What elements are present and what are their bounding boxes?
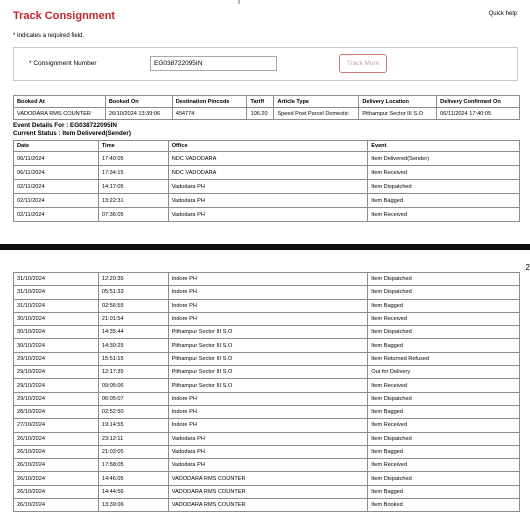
office-cell: Indore PH xyxy=(168,392,368,405)
table-row xyxy=(14,152,520,166)
event-cell: Item Bagged xyxy=(368,194,520,208)
date-cell: 02/11/2024 xyxy=(14,180,99,194)
booked-at-header: Booked At xyxy=(14,96,106,108)
event-cell: Item Received xyxy=(368,459,520,472)
event-cell: Item Dispatched xyxy=(368,180,520,194)
date-header: Date xyxy=(14,141,99,152)
date-cell: 29/10/2024 xyxy=(14,352,99,365)
required-field-note: * Indicates a required field. xyxy=(13,33,85,39)
table-row xyxy=(14,392,520,405)
booked-on-cell: 26/10/2024 13:39:06 xyxy=(105,108,172,120)
time-cell: 07:36:05 xyxy=(98,208,168,222)
quick-help-link[interactable]: Quick help xyxy=(488,11,517,17)
office-cell: VADODARA RMS COUNTER xyxy=(168,472,368,485)
event-cell: Out for Delivery xyxy=(368,366,520,379)
table-row xyxy=(14,273,520,286)
office-cell: Pithampur Sector III S.O xyxy=(168,366,368,379)
office-cell: NDC VADODARA xyxy=(168,166,368,180)
time-cell: 09:05:06 xyxy=(98,379,168,392)
table-row xyxy=(14,208,520,222)
date-cell: 26/10/2024 xyxy=(14,432,99,445)
time-cell: 23:12:11 xyxy=(98,432,168,445)
time-cell: 13:22:31 xyxy=(98,194,168,208)
event-table-page2 xyxy=(13,272,520,512)
office-cell: Indore PH xyxy=(168,299,368,312)
time-cell: 12:17:35 xyxy=(98,366,168,379)
date-cell: 31/10/2024 xyxy=(14,273,99,286)
office-cell: Pithampur Sector III S.O xyxy=(168,352,368,365)
event-cell: Item Bagged xyxy=(368,339,520,352)
office-cell: Vadodara PH xyxy=(168,445,368,458)
table-row xyxy=(14,445,520,458)
office-header: Office xyxy=(168,141,368,152)
time-cell: 14:46:05 xyxy=(98,472,168,485)
date-cell: 26/10/2024 xyxy=(14,485,99,498)
table-row xyxy=(14,326,520,339)
time-cell: 12:20:35 xyxy=(98,273,168,286)
date-cell: 06/11/2024 xyxy=(14,166,99,180)
event-cell: Item Returned Refused xyxy=(368,352,520,365)
delivery-location-header: Delivery Location xyxy=(359,96,437,108)
time-cell: 05:51:33 xyxy=(98,286,168,299)
event-cell: Item Received xyxy=(368,312,520,325)
event-cell: Item Dispatched xyxy=(368,392,520,405)
tariff-header: Tariff xyxy=(247,96,274,108)
track-more-button[interactable]: Track More xyxy=(339,54,387,73)
office-cell: Indore PH xyxy=(168,405,368,418)
table-row xyxy=(14,108,520,120)
time-cell: 17:58:05 xyxy=(98,459,168,472)
event-cell: Item Bagged xyxy=(368,445,520,458)
date-cell: 30/10/2024 xyxy=(14,312,99,325)
date-cell: 31/10/2024 xyxy=(14,286,99,299)
table-row xyxy=(14,405,520,418)
time-cell: 06:05:07 xyxy=(98,392,168,405)
table-row xyxy=(14,499,520,512)
top-edge-mark xyxy=(238,0,240,4)
table-row xyxy=(14,299,520,312)
article-type-cell: Speed Post Parcel Domestic xyxy=(274,108,359,120)
date-cell: 29/10/2024 xyxy=(14,379,99,392)
table-row xyxy=(14,459,520,472)
table-row xyxy=(14,366,520,379)
office-cell: Indore PH xyxy=(168,273,368,286)
date-cell: 31/10/2024 xyxy=(14,299,99,312)
table-row xyxy=(14,485,520,498)
table-row xyxy=(14,379,520,392)
event-details-heading xyxy=(13,122,131,138)
time-cell: 21:01:54 xyxy=(98,312,168,325)
office-cell: Vadodara PH xyxy=(168,208,368,222)
date-cell: 26/10/2024 xyxy=(14,445,99,458)
event-cell: Item Dispatched xyxy=(368,326,520,339)
event-cell: Item Received xyxy=(368,379,520,392)
event-cell: Item Booked xyxy=(368,499,520,512)
office-cell: VADODARA RMS COUNTER xyxy=(168,499,368,512)
office-cell: Indore PH xyxy=(168,312,368,325)
event-cell: Item Bagged xyxy=(368,485,520,498)
event-table-page1 xyxy=(13,140,520,222)
time-cell: 14:30:25 xyxy=(98,339,168,352)
table-header-row xyxy=(14,96,520,108)
date-cell: 28/10/2024 xyxy=(14,405,99,418)
time-cell: 17:34:15 xyxy=(98,166,168,180)
event-cell: Item Dispatched xyxy=(368,286,520,299)
table-row xyxy=(14,419,520,432)
table-row xyxy=(14,166,520,180)
event-details-for: Event Details For : EG038722095IN xyxy=(13,122,117,129)
office-cell: Pithampur Sector III S.O xyxy=(168,339,368,352)
time-cell: 14:35:44 xyxy=(98,326,168,339)
event-cell: Item Received xyxy=(368,419,520,432)
time-cell: 21:03:05 xyxy=(98,445,168,458)
table-header-row xyxy=(14,141,520,152)
table-row xyxy=(14,286,520,299)
date-cell: 29/10/2024 xyxy=(14,366,99,379)
table-row xyxy=(14,312,520,325)
event-cell: Item Dispatched xyxy=(368,432,520,445)
office-cell: NDC VADODARA xyxy=(168,152,368,166)
time-cell: 14:44:56 xyxy=(98,485,168,498)
office-cell: Pithampur Sector III S.O xyxy=(168,379,368,392)
event-header: Event xyxy=(368,141,520,152)
office-cell: Indore PH xyxy=(168,419,368,432)
date-cell: 06/11/2024 xyxy=(14,152,99,166)
time-cell: 02:52:50 xyxy=(98,405,168,418)
page-break-bar xyxy=(0,244,530,250)
booking-details-table xyxy=(13,95,520,120)
table-row xyxy=(14,194,520,208)
date-cell: 29/10/2024 xyxy=(14,392,99,405)
time-header: Time xyxy=(98,141,168,152)
office-cell: Indore PH xyxy=(168,286,368,299)
delivery-location-cell: Pithampur Sector III S.O xyxy=(359,108,437,120)
time-cell: 02:56:55 xyxy=(98,299,168,312)
date-cell: 30/10/2024 xyxy=(14,339,99,352)
event-cell: Item Dispatched xyxy=(368,472,520,485)
event-cell: Item Bagged xyxy=(368,405,520,418)
booked-at-cell: VADODARA RMS COUNTER xyxy=(14,108,106,120)
consignment-number-label: * Consignment Number xyxy=(29,60,97,67)
date-cell: 26/10/2024 xyxy=(14,499,99,512)
event-cell: Item Received xyxy=(368,166,520,180)
office-cell: Pithampur Sector III S.O xyxy=(168,326,368,339)
destination-pincode-header: Destination Pincode xyxy=(172,96,247,108)
office-cell: Vadodara PH xyxy=(168,180,368,194)
page-number: 2 xyxy=(525,263,530,272)
event-cell: Item Dispatched xyxy=(368,273,520,286)
delivery-confirmed-on-header: Delivery Confirmed On xyxy=(437,96,520,108)
date-cell: 30/10/2024 xyxy=(14,326,99,339)
booked-on-header: Booked On xyxy=(105,96,172,108)
tariff-cell: 106.20 xyxy=(247,108,274,120)
consignment-search-form xyxy=(13,47,518,81)
date-cell: 26/10/2024 xyxy=(14,459,99,472)
time-cell: 13:39:06 xyxy=(98,499,168,512)
consignment-number-input[interactable] xyxy=(150,56,277,71)
table-row xyxy=(14,180,520,194)
table-row xyxy=(14,339,520,352)
table-row xyxy=(14,352,520,365)
office-cell: Vadodara PH xyxy=(168,459,368,472)
table-row xyxy=(14,472,520,485)
time-cell: 14:17:05 xyxy=(98,180,168,194)
office-cell: VADODARA RMS COUNTER xyxy=(168,485,368,498)
office-cell: Vadodara PH xyxy=(168,432,368,445)
date-cell: 26/10/2024 xyxy=(14,472,99,485)
delivery-confirmed-on-cell: 06/11/2024 17:40:05 xyxy=(437,108,520,120)
time-cell: 17:40:05 xyxy=(98,152,168,166)
time-cell: 15:51:15 xyxy=(98,352,168,365)
date-cell: 27/10/2024 xyxy=(14,419,99,432)
page-title: Track Consignment xyxy=(13,10,116,22)
event-cell: Item Bagged xyxy=(368,299,520,312)
table-row xyxy=(14,432,520,445)
office-cell: Vadodara PH xyxy=(168,194,368,208)
current-status: Current Status : Item Delivered(Sender) xyxy=(13,130,131,137)
destination-pincode-cell: 454774 xyxy=(172,108,247,120)
event-cell: Item Delivered(Sender) xyxy=(368,152,520,166)
date-cell: 02/11/2024 xyxy=(14,194,99,208)
date-cell: 02/11/2024 xyxy=(14,208,99,222)
event-cell: Item Received xyxy=(368,208,520,222)
time-cell: 19:14:55 xyxy=(98,419,168,432)
article-type-header: Article Type xyxy=(274,96,359,108)
